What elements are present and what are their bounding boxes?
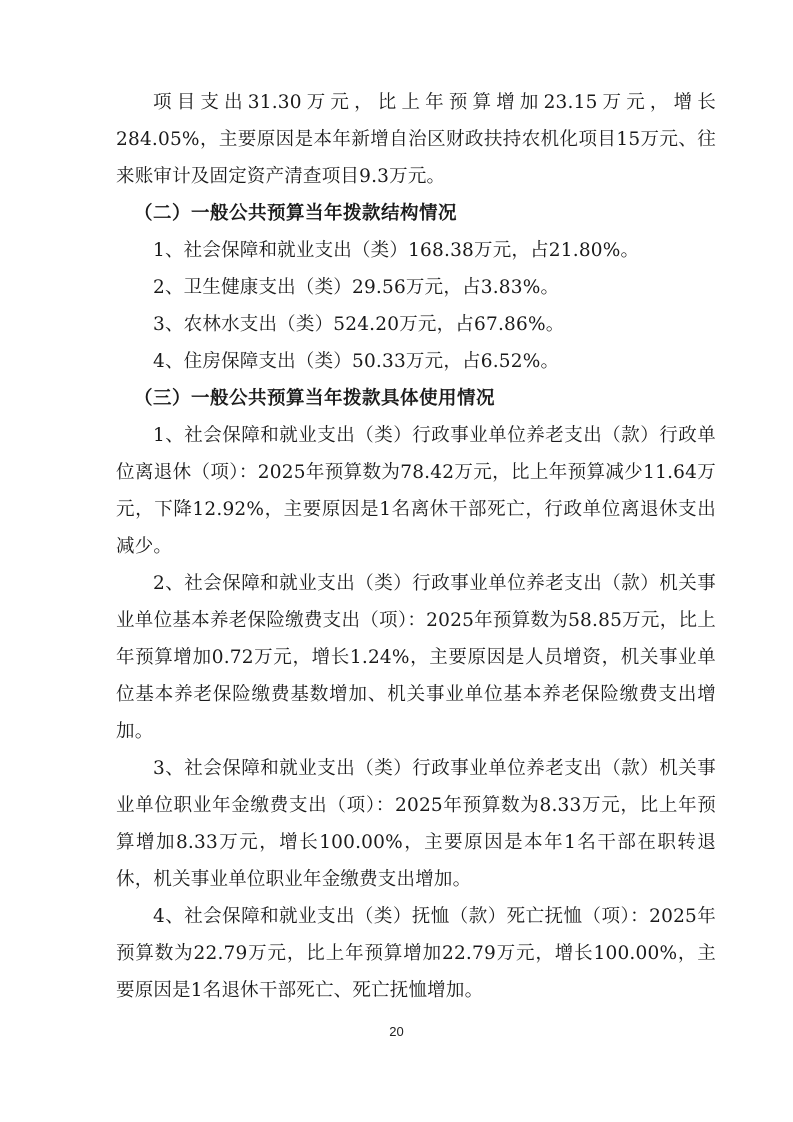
section-heading-allocation-structure: （二）一般公共预算当年拨款结构情况	[134, 203, 458, 224]
list-item-health: 2、卫生健康支出（类）29.56万元，占3.83%。	[153, 277, 560, 298]
paragraph-project-expenditure: 项目支出31.30万元，比上年预算增加23.15万元，增长284.05%，主要原因是本年新增自治区财政扶持农机化项目15万元、往来账审计及固定资产清查项目9.3万元。	[116, 92, 716, 187]
list-item-social-security: 1、社会保障和就业支出（类）168.38万元，占21.80%。	[153, 240, 640, 261]
paragraph-occupational-annuity: 3、社会保障和就业支出（类）行政事业单位养老支出（款）机关事业单位职业年金缴费支出（项）：2025年预算数为8.33万元，比上年预算增加8.33万元，增长100.00%，主要原因是本年1名干部在职转退休，机关事业单位职业年金缴费支出增加。	[116, 758, 716, 890]
paragraph-pension-insurance: 2、社会保障和就业支出（类）行政事业单位养老支出（款）机关事业单位基本养老保险缴费支出（项）：2025年预算数为58.85万元，比上年预算增加0.72万元，增长1.24%，主要原因是人员增资，机关事业单位基本养老保险缴费基数增加、机关事业单位基本养老保险缴费支出增加。	[116, 573, 716, 742]
list-item-agriculture: 3、农林水支出（类）524.20万元，占67.86%。	[153, 314, 565, 335]
list-item-housing: 4、住房保障支出（类）50.33万元，占6.52%。	[153, 351, 560, 372]
section-heading-allocation-usage: （三）一般公共预算当年拨款具体使用情况	[134, 388, 496, 409]
page-number: 20	[389, 1024, 404, 1039]
paragraph-death-pension: 4、社会保障和就业支出（类）抚恤（款）死亡抚恤（项）：2025年预算数为22.79万元，比上年预算增加22.79万元，增长100.00%，主要原因是1名退休干部死亡、死亡抚恤增加。	[116, 906, 716, 1001]
document-body	[116, 84, 716, 1009]
paragraph-retirement: 1、社会保障和就业支出（类）行政事业单位养老支出（款）行政单位离退休（项）：2025年预算数为78.42万元，比上年预算减少11.64万元，下降12.92%，主要原因是1名离休干部死亡，行政单位离退休支出减少。	[116, 425, 716, 557]
